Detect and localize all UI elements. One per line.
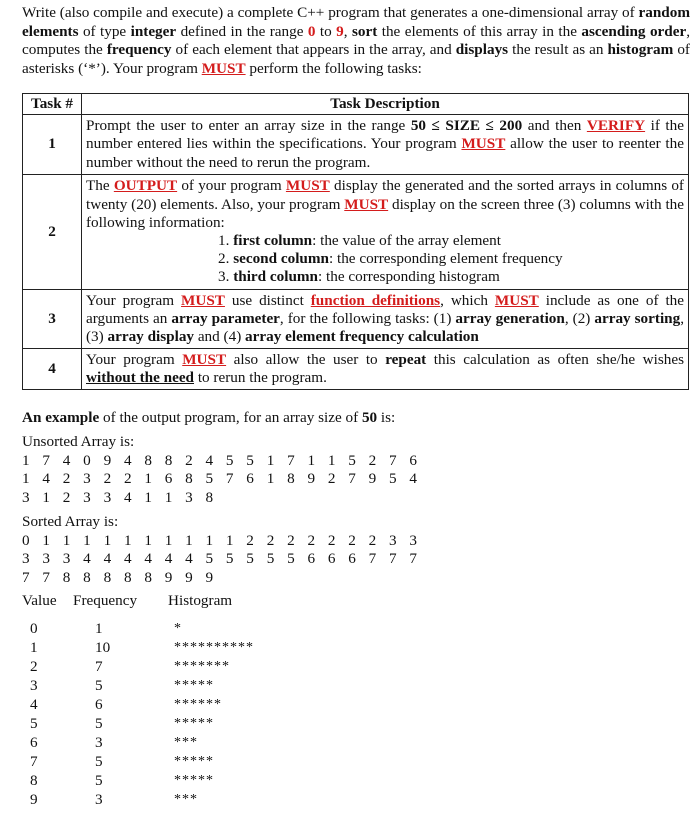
row-value: 1 bbox=[30, 639, 38, 656]
list-label: second column bbox=[233, 250, 329, 268]
row-stars: *** bbox=[174, 792, 198, 807]
intro-bold: integer bbox=[130, 22, 177, 40]
col-task-description: Task Description bbox=[82, 94, 689, 115]
intro-text: the result as an bbox=[508, 41, 608, 59]
example-text: is: bbox=[377, 409, 396, 426]
must-emphasis: MUST bbox=[494, 291, 539, 309]
row-value: 8 bbox=[30, 772, 38, 789]
row-stars: ***** bbox=[174, 678, 214, 693]
array-line: 7 7 8 8 8 8 8 9 9 9 bbox=[22, 568, 218, 586]
unsorted-array-block bbox=[22, 433, 422, 507]
desc-bold: repeat bbox=[385, 350, 427, 368]
row-value: 6 bbox=[30, 734, 38, 751]
sorted-array-block bbox=[22, 513, 422, 587]
range-max: 9 bbox=[336, 22, 344, 40]
desc-text: Your program bbox=[86, 350, 183, 368]
intro-text: , bbox=[343, 22, 352, 40]
row-frequency: 5 bbox=[95, 753, 103, 770]
desc-text: use distinct bbox=[224, 291, 311, 309]
desc-text: if the number entered lies within the specifications. Your program bbox=[86, 117, 684, 153]
intro-text: the elements of this array in the bbox=[377, 22, 582, 40]
must-emphasis: MUST bbox=[285, 177, 330, 195]
desc-text: to rerun the program. bbox=[194, 369, 327, 386]
array-line: 3 1 2 3 3 4 1 1 3 8 bbox=[22, 488, 218, 506]
list-number: 2. bbox=[218, 250, 234, 268]
row-value: 4 bbox=[30, 696, 38, 713]
list-label: first column bbox=[233, 232, 313, 249]
column-list bbox=[86, 232, 684, 287]
intro-text: perform the following tasks: bbox=[245, 59, 422, 77]
task-description bbox=[82, 175, 689, 290]
intro-text: Write (also compile and execute) a complete C++ program that generates a one-dimensional array of bbox=[22, 4, 639, 21]
row-frequency: 10 bbox=[95, 639, 111, 656]
intro-text: to bbox=[315, 22, 337, 40]
row-frequency: 5 bbox=[95, 772, 103, 789]
desc-text: of your program bbox=[177, 177, 286, 195]
row-stars: ***** bbox=[174, 716, 214, 731]
task-number: 4 bbox=[23, 349, 82, 390]
list-item bbox=[218, 250, 684, 268]
list-text: : the corresponding histogram bbox=[318, 268, 500, 286]
row-value: 2 bbox=[30, 658, 38, 675]
row-value: 3 bbox=[30, 677, 38, 694]
must-emphasis: MUST bbox=[182, 350, 227, 368]
header-frequency: Frequency bbox=[73, 592, 138, 609]
desc-text: also allow the user to bbox=[226, 350, 386, 368]
desc-text: include as one of the arguments an bbox=[86, 291, 684, 327]
list-item bbox=[218, 232, 684, 250]
desc-text: The bbox=[86, 177, 114, 195]
desc-bold: array parameter bbox=[171, 309, 280, 327]
list-item bbox=[218, 268, 684, 286]
must-emphasis: MUST bbox=[461, 135, 506, 153]
header-value: Value bbox=[22, 592, 57, 609]
row-stars: ******* bbox=[174, 659, 230, 674]
task-number: 1 bbox=[23, 115, 82, 175]
desc-bold: array sorting bbox=[594, 309, 681, 327]
desc-text: Your program bbox=[86, 291, 182, 309]
task-table bbox=[22, 93, 689, 390]
table-header-row bbox=[23, 94, 689, 115]
intro-bold: frequency bbox=[106, 41, 172, 59]
sorted-label: Sorted Array is: bbox=[22, 513, 119, 530]
size-range: 50 ≤ SIZE ≤ 200 bbox=[410, 117, 523, 135]
row-value: 7 bbox=[30, 753, 38, 770]
list-text: : the corresponding element frequency bbox=[328, 250, 563, 268]
intro-bold: sort bbox=[352, 22, 378, 40]
header-histogram: Histogram bbox=[168, 592, 233, 609]
intro-bold: random elements bbox=[22, 4, 690, 40]
intro-text: of asterisks (‘*’). Your program bbox=[22, 41, 690, 77]
desc-text: display the generated and the sorted arrays in columns of twenty (20) elements. Also, your program bbox=[86, 177, 684, 213]
row-frequency: 6 bbox=[95, 696, 103, 713]
example-text: of the output program, for an array size of bbox=[99, 409, 362, 426]
table-row bbox=[23, 115, 689, 175]
row-frequency: 7 bbox=[95, 658, 103, 675]
task-description bbox=[82, 115, 689, 175]
desc-text: , for the following tasks: (1) bbox=[279, 309, 456, 327]
row-stars: ***** bbox=[174, 773, 214, 788]
row-frequency: 5 bbox=[95, 715, 103, 732]
desc-text: , (2) bbox=[564, 309, 595, 327]
col-task-number: Task # bbox=[23, 94, 82, 115]
example-size: 50 bbox=[361, 409, 378, 426]
must-emphasis: MUST bbox=[201, 59, 246, 77]
desc-text: , which bbox=[440, 291, 495, 309]
list-label: third column bbox=[233, 268, 318, 286]
array-line: 3 3 3 4 4 4 4 4 4 5 5 5 5 5 6 6 6 7 7 7 bbox=[22, 550, 422, 567]
array-line: 1 7 4 0 9 4 8 8 2 4 5 5 1 7 1 1 5 2 7 6 bbox=[22, 451, 422, 469]
list-number: 3. bbox=[218, 268, 234, 286]
list-number: 1. bbox=[218, 232, 234, 249]
table-row bbox=[23, 175, 689, 290]
desc-bold: array display bbox=[107, 328, 195, 346]
intro-text: of type bbox=[78, 22, 131, 40]
must-emphasis: MUST bbox=[181, 291, 225, 309]
unsorted-label: Unsorted Array is: bbox=[22, 433, 135, 450]
task-number: 3 bbox=[23, 290, 82, 349]
table-row bbox=[23, 290, 689, 349]
intro-bold: histogram bbox=[607, 41, 674, 59]
intro-bold: ascending order bbox=[581, 22, 687, 40]
desc-text: allow the user to reenter the number without the need to rerun the program. bbox=[86, 135, 684, 171]
example-bold: An example bbox=[22, 409, 100, 426]
row-frequency: 3 bbox=[95, 791, 103, 808]
intro-bold: displays bbox=[455, 41, 509, 59]
intro-paragraph bbox=[22, 4, 690, 78]
desc-bold: array generation bbox=[455, 309, 565, 327]
desc-text: Prompt the user to enter an array size in the range bbox=[86, 117, 411, 135]
desc-text: and then bbox=[522, 117, 587, 135]
verify-emphasis: VERIFY bbox=[586, 117, 646, 135]
row-stars: *** bbox=[174, 735, 198, 750]
desc-text: , (3) bbox=[86, 309, 685, 346]
intro-text: , computes the bbox=[22, 22, 691, 59]
row-value: 0 bbox=[30, 620, 38, 637]
intro-text: of each element that appears in the array, and bbox=[171, 41, 456, 59]
task-description bbox=[82, 349, 689, 390]
row-frequency: 1 bbox=[95, 620, 103, 637]
range-min: 0 bbox=[307, 22, 316, 40]
row-stars: * bbox=[174, 621, 182, 636]
array-line: 0 1 1 1 1 1 1 1 1 1 1 2 2 2 2 2 2 2 3 3 bbox=[22, 531, 422, 549]
row-frequency: 5 bbox=[95, 677, 103, 694]
task-number: 2 bbox=[23, 175, 82, 290]
output-emphasis: OUTPUT bbox=[113, 177, 178, 195]
example-heading bbox=[22, 409, 395, 428]
row-value: 9 bbox=[30, 791, 38, 808]
task-description bbox=[82, 290, 689, 349]
desc-bold: array element frequency calculation bbox=[245, 328, 479, 346]
desc-text: this calculation as often she/he wishes bbox=[426, 350, 684, 368]
must-emphasis: MUST bbox=[344, 195, 389, 213]
list-text: : the value of the array element bbox=[312, 232, 501, 249]
row-stars: ********** bbox=[174, 640, 254, 655]
array-line: 1 4 2 3 2 2 1 6 8 5 7 6 1 8 9 2 7 9 5 4 bbox=[22, 470, 422, 487]
row-value: 5 bbox=[30, 715, 38, 732]
desc-text: and (4) bbox=[194, 328, 246, 346]
desc-text: display on the screen three (3) columns with the following information: bbox=[86, 195, 684, 231]
row-frequency: 3 bbox=[95, 734, 103, 751]
without-need-emphasis: without the need bbox=[86, 369, 195, 386]
row-stars: ***** bbox=[174, 754, 214, 769]
function-definitions-emphasis: function definitions bbox=[310, 291, 441, 309]
table-row bbox=[23, 349, 689, 390]
intro-text: defined in the range bbox=[176, 22, 308, 40]
row-stars: ****** bbox=[174, 697, 222, 712]
